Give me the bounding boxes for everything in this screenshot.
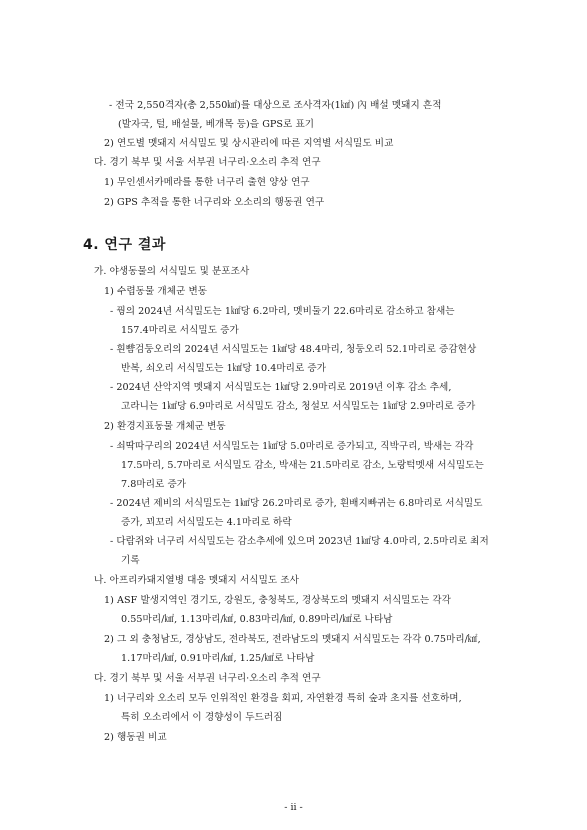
text-line: 0.55마리/㎢, 1.13마리/㎢, 0.83마리/㎢, 0.89마리/㎢로 나타남 <box>121 614 393 625</box>
text-line: 1.17마리/㎢, 0.91마리/㎢, 1.25/㎢로 나타남 <box>121 653 315 664</box>
text-line: 157.4마리로 서식밀도 증가 <box>121 325 239 336</box>
text-line: 17.5마리, 5.7마리로 서식밀도 감소, 박새는 21.5마리로 감소, 노랑턱멧새 서식밀도는 <box>121 460 484 471</box>
text-line: (발자국, 털, 배설물, 베개목 등)을 GPS로 표기 <box>118 119 315 130</box>
page-number: - ii - <box>284 802 303 813</box>
text-line: - 전국 2,550격자(총 2,550㎢)를 대상으로 조사격자(1㎢) 內 배설 멧돼지 흔적 <box>109 100 442 111</box>
text-line: 1) 너구리와 오소리 모두 인위적인 환경을 회피, 자연환경 특히 숲과 초지를 선호하며, <box>104 693 462 704</box>
text-line: - 다람쥐와 너구리 서식밀도는 감소추세에 있으며 2023년 1㎢당 4.0마리, 2.5마리로 최저 <box>110 536 489 547</box>
text-line: 기록 <box>121 555 140 566</box>
section-heading: 다. 경기 북부 및 서울 서부권 너구리·오소리 추적 연구 <box>94 157 321 168</box>
text-line: 2) 행동권 비교 <box>104 732 167 743</box>
text-line: - 쇠딱따구리의 2024년 서식밀도는 1㎢당 5.0마리로 증가되고, 직박구리, 박새는 각각 <box>110 441 474 452</box>
chapter-heading: 4. 연구 결과 <box>83 237 166 253</box>
text-line: 1) 무인센서카메라를 통한 너구리 출현 양상 연구 <box>104 177 310 188</box>
text-line: 2) GPS 추적을 통한 너구리와 오소리의 행동권 연구 <box>104 197 325 208</box>
text-line: 증가, 꾀꼬리 서식밀도는 4.1마리로 하락 <box>121 517 292 528</box>
text-line: - 흰뺨검둥오리의 2024년 서식밀도는 1㎢당 48.4마리, 청둥오리 52.1마리로 증감현상 <box>110 344 477 355</box>
text-line: - 꿩의 2024년 서식밀도는 1㎢당 6.2마리, 멧비둘기 22.6마리로 감소하고 참새는 <box>110 306 455 317</box>
text-line: 7.8마리로 증가 <box>121 479 187 490</box>
text-line: 2) 그 외 충청남도, 경상남도, 전라북도, 전라남도의 멧돼지 서식밀도는 각각 0.75마리/㎢, <box>104 634 481 645</box>
text-line: 반복, 쇠오리 서식밀도는 1㎢당 10.4마리로 증가 <box>121 363 327 374</box>
section-heading: 다. 경기 북부 및 서울 서부권 너구리·오소리 추적 연구 <box>94 673 321 684</box>
section-heading: 나. 아프리카돼지열병 대응 멧돼지 서식밀도 조사 <box>94 575 299 586</box>
text-line: - 2024년 산악지역 멧돼지 서식밀도는 1㎢당 2.9마리로 2019년 이후 감소 추세, <box>110 382 452 393</box>
text-line: - 2024년 제비의 서식밀도는 1㎢당 26.2마리로 증가, 흰배지빠귀는 6.8마리로 서식밀도 <box>110 498 483 509</box>
text-line: 고라니는 1㎢당 6.9마리로 서식밀도 감소, 청설모 서식밀도는 1㎢당 2.9마리로 증가 <box>121 401 476 412</box>
text-line: 2) 연도별 멧돼지 서식밀도 및 상시관리에 따른 지역별 서식밀도 비교 <box>104 138 394 149</box>
text-line: 2) 환경지표동물 개체군 변동 <box>104 421 226 432</box>
text-line: 1) 수렵동물 개체군 변동 <box>104 286 208 297</box>
section-heading: 가. 야생동물의 서식밀도 및 분포조사 <box>94 266 250 277</box>
text-line: 특히 오소리에서 이 경향성이 두드러짐 <box>121 712 283 723</box>
text-line: 1) ASF 발생지역인 경기도, 강원도, 충청북도, 경상북도의 멧돼지 서식밀도는 각각 <box>104 595 451 606</box>
